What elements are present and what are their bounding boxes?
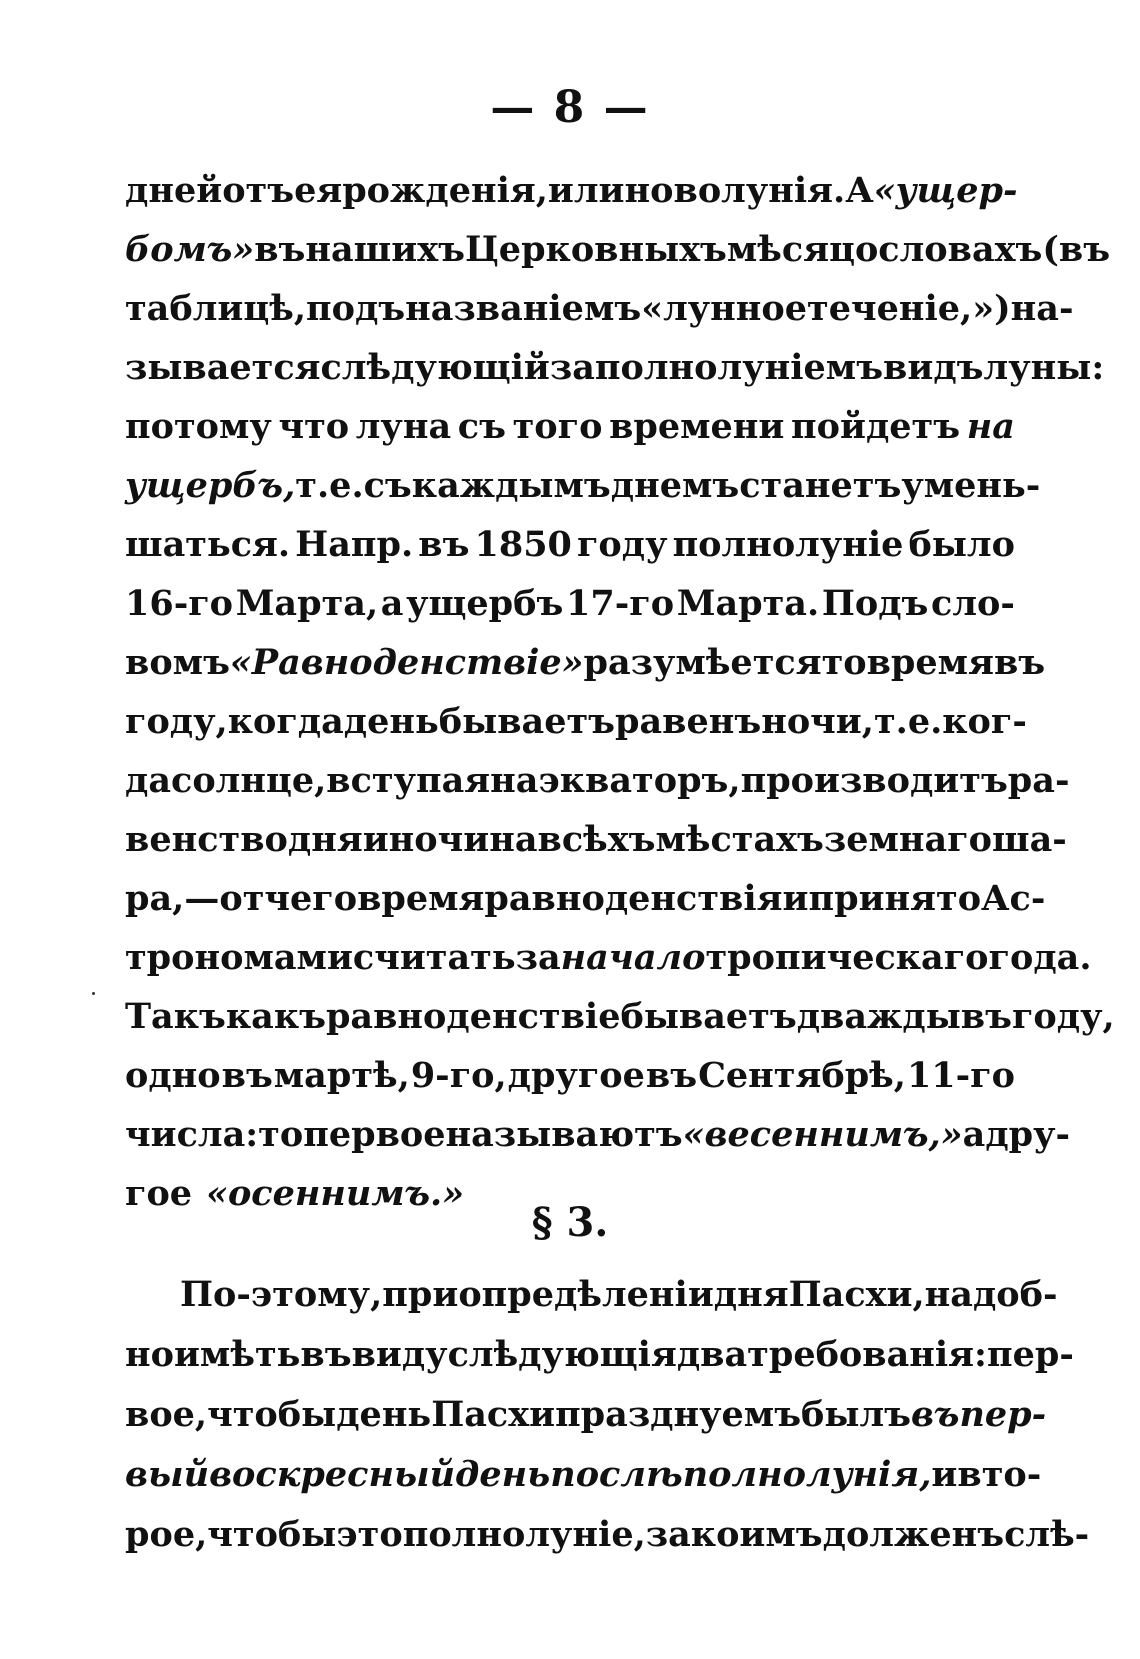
word: экваторъ,: [538, 760, 741, 801]
word: полнолунія,: [682, 1454, 932, 1495]
word: видъ: [883, 347, 984, 388]
word: бываетъ: [620, 996, 797, 1037]
word: въ: [911, 1394, 960, 1435]
word: днемъ: [610, 465, 740, 506]
word: равенъ: [615, 701, 762, 742]
word: Церковныхъ: [464, 229, 727, 270]
word: пер-: [959, 1394, 1047, 1435]
word: Подъ: [821, 583, 929, 624]
word: то: [821, 642, 867, 683]
word: полнолуніе,: [402, 1514, 646, 1555]
text-line: [125, 217, 1111, 283]
text-line: [125, 276, 1074, 342]
word: т.: [873, 701, 908, 742]
word: за: [645, 1514, 691, 1555]
word: 16-го: [125, 583, 234, 624]
word: съ: [457, 406, 506, 447]
word: нашихъ: [305, 229, 465, 270]
text-line: [125, 1382, 1047, 1448]
word: е.: [907, 701, 943, 742]
word: дру-: [985, 1114, 1071, 1155]
word: числа:: [125, 1114, 259, 1155]
word: луна: [355, 406, 452, 447]
word: 1850: [474, 524, 572, 565]
word: —: [184, 878, 220, 919]
word: это: [336, 1514, 403, 1555]
word: было: [908, 524, 1015, 565]
word: названіемъ: [405, 288, 642, 329]
word: надоб-: [924, 1274, 1058, 1315]
word: два: [676, 1334, 748, 1375]
word: въ: [993, 642, 1046, 683]
word: году,: [125, 701, 228, 742]
word: гое: [125, 1173, 193, 1214]
word: въ: [960, 996, 1012, 1037]
word: бомъ»: [125, 229, 255, 270]
word: вомъ: [125, 642, 230, 683]
word: отчего: [219, 878, 358, 919]
word: По-этому,: [180, 1274, 383, 1315]
word: или: [547, 170, 625, 211]
word: на: [490, 760, 539, 801]
text-line: [125, 335, 1105, 401]
word: подъ: [306, 288, 406, 329]
word: день: [343, 701, 439, 742]
word: время: [866, 642, 994, 683]
word: чтобы: [207, 1514, 337, 1555]
word: году,: [1011, 996, 1115, 1037]
page-number: — 8 —: [490, 82, 650, 133]
word: венство: [125, 819, 288, 860]
word: а: [962, 1114, 986, 1155]
text-line: [125, 1442, 1042, 1508]
word: съ: [363, 465, 412, 506]
word: въ: [645, 1055, 698, 1096]
word: за: [549, 347, 595, 388]
text-line: [125, 689, 1027, 755]
word: каждымъ: [411, 465, 611, 506]
word: дважды: [796, 996, 961, 1037]
word: требованія:: [747, 1334, 987, 1375]
word: равноденствія: [484, 878, 783, 919]
word: то: [258, 1114, 304, 1155]
text-line: [125, 630, 1046, 696]
word: таблицѣ,: [125, 288, 306, 329]
word: времени: [609, 406, 785, 447]
word: день: [455, 1454, 551, 1495]
word: полнолуніе: [672, 524, 904, 565]
word: мартѣ,: [273, 1055, 410, 1096]
word: называютъ: [445, 1114, 683, 1155]
word: коимъ: [690, 1514, 823, 1555]
word: а: [380, 583, 404, 624]
word: другое: [507, 1055, 645, 1096]
word: принято: [808, 878, 982, 919]
word: день: [336, 1394, 432, 1435]
word: полнолуніемъ: [594, 347, 884, 388]
text-line: [125, 807, 1067, 873]
word: тропическаго: [705, 937, 989, 978]
word: Пасхи,: [788, 1274, 925, 1315]
word: имѣть: [173, 1334, 301, 1375]
text-line: [125, 1102, 1071, 1168]
text-line: [125, 571, 1015, 637]
word: того: [512, 406, 603, 447]
section-heading: § 3.: [531, 1199, 609, 1246]
word: какъ: [225, 996, 326, 1037]
word: :: [1091, 347, 1105, 388]
word: умень-: [901, 465, 1041, 506]
word: отъ: [222, 170, 295, 211]
word: но: [125, 1334, 174, 1375]
word: рожденія,: [342, 170, 548, 211]
word: «Равноденствіе»: [229, 642, 584, 683]
text-line: [125, 1322, 1074, 1388]
word: вступая: [326, 760, 491, 801]
word: одно: [125, 1055, 221, 1096]
word: потому: [125, 406, 272, 447]
word: равноденствіе: [325, 996, 621, 1037]
text-line: [125, 1043, 1015, 1109]
word: пойдетъ: [791, 406, 961, 447]
word: послѣ: [550, 1454, 683, 1495]
word: бы: [277, 1394, 337, 1435]
word: при: [382, 1274, 459, 1315]
word: шаться.: [125, 524, 291, 565]
word: ког-: [942, 701, 1027, 742]
word: мѣсяцословахъ: [726, 229, 1043, 270]
word: сло-: [931, 583, 1015, 624]
word: что: [207, 1394, 278, 1435]
word: теченіе,»): [807, 288, 1011, 329]
word: «весеннимъ,»: [682, 1114, 963, 1155]
word: ея: [294, 170, 343, 211]
word: въ: [221, 1055, 273, 1096]
word: году: [576, 524, 668, 565]
word: дня: [287, 819, 363, 860]
word: зывается: [125, 347, 321, 388]
word: считать: [352, 937, 516, 978]
word: Ас-: [981, 878, 1046, 919]
word: 17-го: [566, 583, 675, 624]
word: опредѣленіи: [458, 1274, 714, 1315]
word: пер-: [986, 1334, 1074, 1375]
word: разумѣется: [583, 642, 822, 683]
word: 11-го: [906, 1055, 1015, 1096]
word: вто-: [957, 1454, 1042, 1495]
word: производитъ: [740, 760, 1008, 801]
word: виду: [351, 1334, 448, 1375]
word: ущербъ: [406, 583, 564, 624]
word: слѣдующія: [447, 1334, 677, 1375]
word: ущербъ,: [125, 465, 296, 506]
word: т.: [295, 465, 330, 506]
word: первое: [303, 1114, 446, 1155]
word: Пасхи: [431, 1394, 556, 1435]
word: слѣдующій: [320, 347, 550, 388]
word: е.: [329, 465, 364, 506]
word: и: [782, 878, 809, 919]
word: трономами: [125, 937, 353, 978]
text-line: [125, 453, 1041, 519]
text-line: [125, 984, 1115, 1050]
word: бываетъ: [438, 701, 615, 742]
word: (въ: [1042, 229, 1111, 270]
word: когда: [227, 701, 344, 742]
word: ра,: [125, 878, 185, 919]
word: ша-: [991, 819, 1067, 860]
word: рое,: [125, 1514, 208, 1555]
word: ра-: [1007, 760, 1070, 801]
word: время: [357, 878, 485, 919]
word: что: [278, 406, 350, 447]
word: Сентябрѣ,: [698, 1055, 906, 1096]
word: новолунія.: [624, 170, 846, 211]
word: станетъ: [739, 465, 902, 506]
word: А: [845, 170, 874, 211]
word: Напр.: [295, 524, 414, 565]
word: Марта,: [235, 583, 379, 624]
word: мѣстахъ: [655, 819, 824, 860]
text-line: [125, 512, 1015, 578]
word: на: [966, 406, 1015, 447]
text-line: [125, 925, 1092, 991]
word: въ: [254, 229, 306, 270]
word: былъ: [801, 1394, 912, 1435]
word: въ: [418, 524, 470, 565]
word: луны: [983, 347, 1092, 388]
word: начало: [560, 937, 706, 978]
word: да: [125, 760, 172, 801]
word: и: [931, 1454, 958, 1495]
text-line: [125, 158, 1018, 224]
word: въ: [300, 1334, 352, 1375]
word: празднуемъ: [555, 1394, 802, 1435]
word: вое,: [125, 1394, 208, 1435]
word: и: [362, 819, 389, 860]
text-line: [125, 748, 1070, 814]
word: земнаго: [823, 819, 992, 860]
word: года.: [988, 937, 1092, 978]
word: на-: [1010, 288, 1074, 329]
word: всѣхъ: [537, 819, 656, 860]
word: ночи,: [761, 701, 874, 742]
word: солнце,: [171, 760, 327, 801]
word: ночи: [388, 819, 490, 860]
word: «ущер-: [873, 170, 1018, 211]
word: «лунное: [641, 288, 808, 329]
word: 9-го,: [410, 1055, 507, 1096]
scan-speck: [92, 992, 95, 995]
text-line: [125, 1262, 1058, 1328]
word: дня: [713, 1274, 789, 1315]
word: долженъ: [822, 1514, 1005, 1555]
word: воскресный: [209, 1454, 456, 1495]
text-line: [125, 1502, 1090, 1568]
word: «осеннимъ.»: [206, 1173, 465, 1214]
text-line: [125, 394, 1015, 460]
word: дней: [125, 170, 223, 211]
word: слѣ-: [1004, 1514, 1090, 1555]
word: на: [489, 819, 538, 860]
text-line: [125, 866, 1046, 932]
word: Такъ: [125, 996, 226, 1037]
word: за: [515, 937, 561, 978]
word: вый: [125, 1454, 210, 1495]
word: Марта.: [676, 583, 820, 624]
